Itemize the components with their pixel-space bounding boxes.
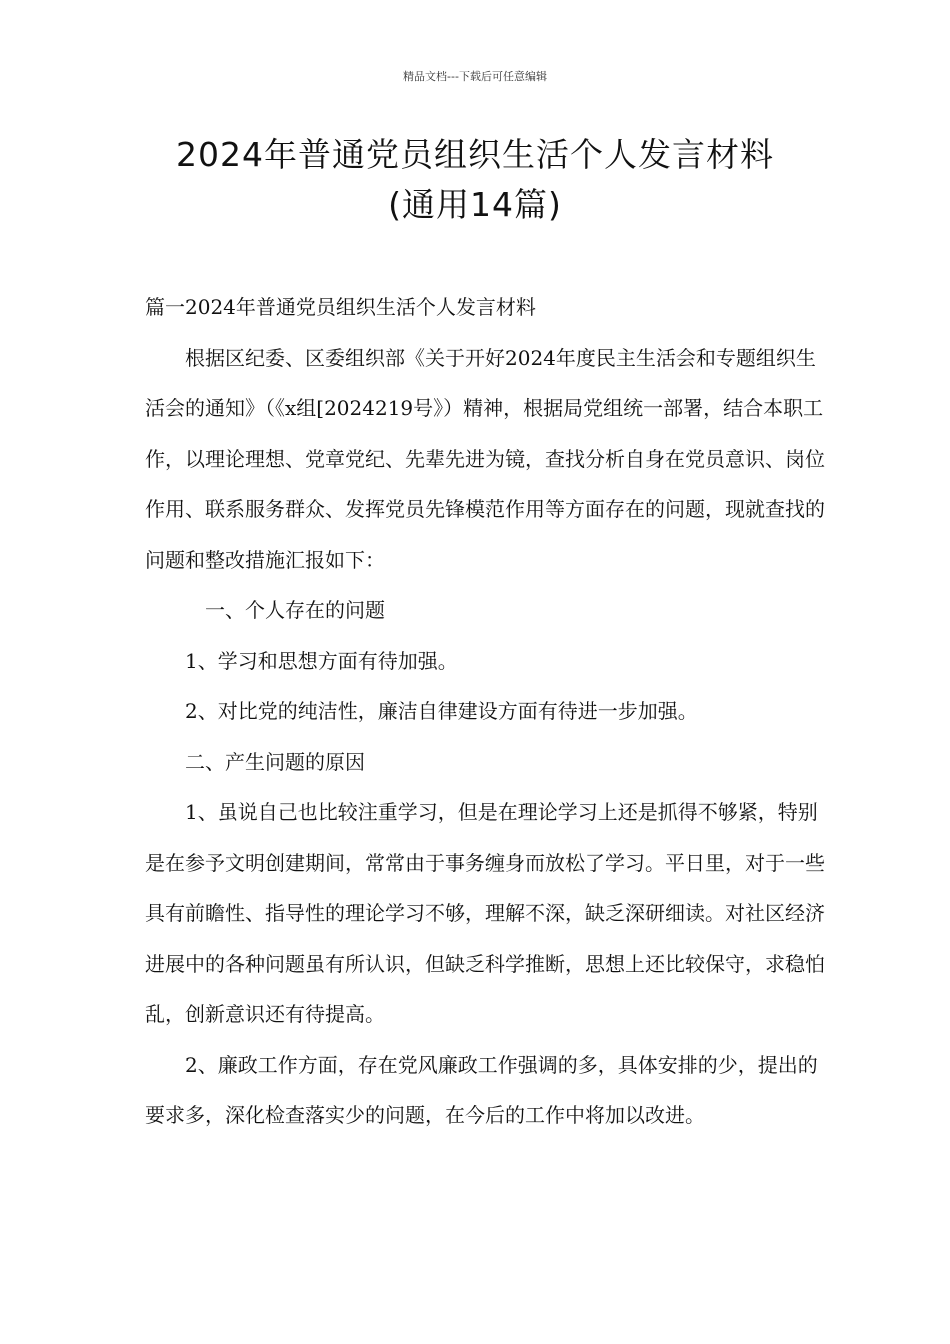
section-heading: 篇一2024年普通党员组织生活个人发言材料: [145, 295, 536, 319]
subheading-causes: 二、产生问题的原因: [185, 749, 365, 774]
cause-paragraph-2: 2、廉政工作方面，存在党风廉政工作强调的多，具体安排的少，提出的要求多，深化检查落实少的问题，在今后的工作中将加以改进。: [145, 1052, 818, 1127]
document-title: [60, 130, 890, 230]
problem-item-2: 2、对比党的纯洁性，廉洁自律建设方面有待进一步加强。: [185, 699, 698, 723]
cause-paragraph-1: 1、虽说自己也比较注重学习，但是在理论学习上还是抓得不够紧，特别是在参予文明创建期间，常常由于事务缠身而放松了学习。平日里，对于一些具有前瞻性、指导性的理论学习不够，理解不深，缺乏深研细读。对社区经济进展中的各种问题虽有所认识，但缺乏科学推断，思想上还比较保守，求稳怕乱，创新意识还有待提高。: [145, 800, 825, 1026]
title-line-2: (通用14篇): [388, 185, 562, 224]
problem-item-1: 1、学习和思想方面有待加强。: [185, 648, 458, 673]
title-line-1: 2024年普通党员组织生活个人发言材料: [176, 135, 774, 174]
document-body: [145, 282, 825, 1141]
subheading-problems: 一、个人存在的问题: [205, 598, 385, 622]
intro-paragraph: 根据区纪委、区委组织部《关于开好2024年度民主生活会和专题组织生活会的通知》（《x组[2024219号》）精神，根据局党组统一部署，结合本职工作，以理论理想、党章党纪、先辈先进为镜，查找分析自身在党员意识、岗位作用、联系服务群众、发挥党员先锋模范作用等方面存在的问题，现就查找的问题和整改措施汇报如下：: [145, 345, 825, 572]
header-note: 精品文档---下载后可任意编辑: [403, 70, 547, 83]
